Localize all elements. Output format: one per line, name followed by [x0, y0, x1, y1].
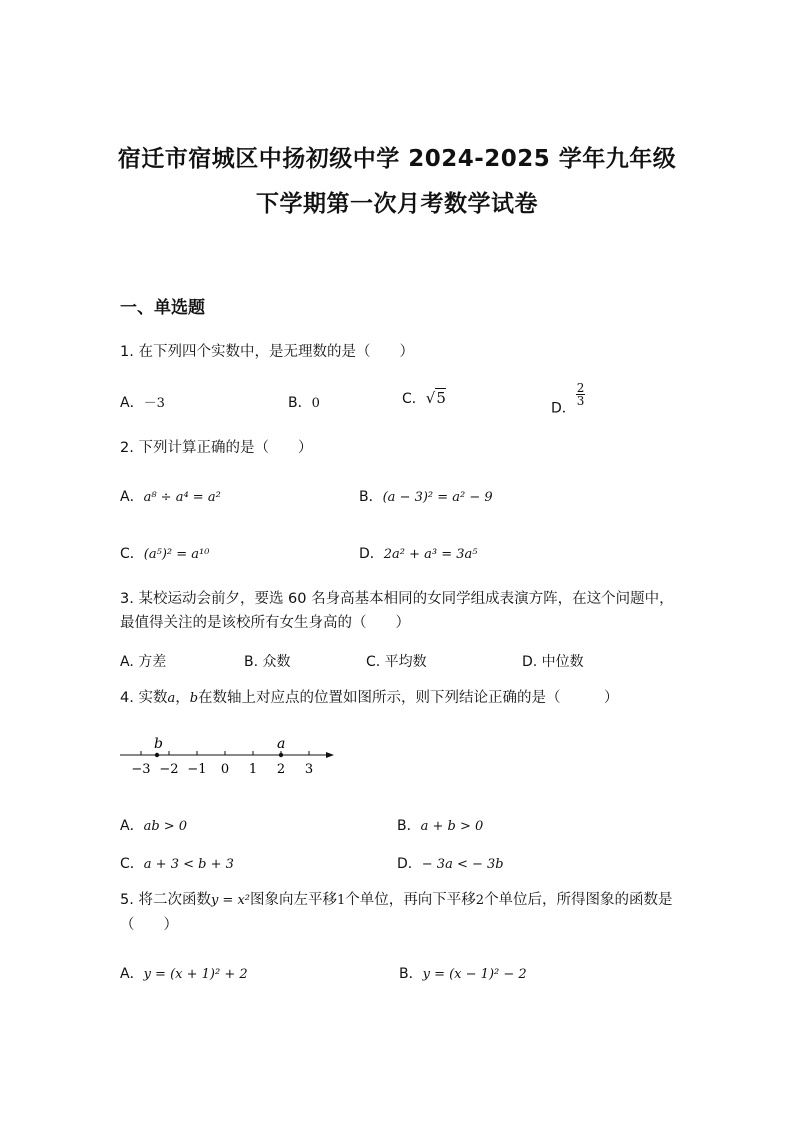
- q2-option-b[interactable]: [359, 486, 493, 506]
- stem-sep: ，: [175, 690, 190, 706]
- q2-option-a[interactable]: [120, 486, 221, 506]
- option-label: B．: [397, 818, 421, 834]
- option-label: B．: [359, 489, 383, 505]
- option-expression: y = (x − 1)² − 2: [422, 967, 527, 982]
- fraction: [576, 382, 586, 407]
- section-heading: 一、单选题: [120, 298, 205, 318]
- option-label: D．: [397, 856, 422, 872]
- option-expression: a⁸ ÷ a⁴ = a²: [143, 490, 221, 505]
- option-label: A．: [120, 489, 144, 505]
- option-expression: (a⁵)² = a¹⁰: [143, 547, 210, 562]
- option-label: D．: [551, 400, 576, 417]
- option-label: C．: [120, 546, 144, 562]
- stem-text: 图象向左平移: [250, 892, 337, 908]
- fraction-numerator: 2: [576, 381, 585, 395]
- number-line-figure: [118, 733, 348, 783]
- option-expression: ab > 0: [143, 819, 188, 834]
- tick-label: −1: [187, 762, 207, 777]
- shift-down-amount: 2: [475, 893, 485, 908]
- option-label: D．: [359, 546, 384, 562]
- q1-option-a[interactable]: [120, 392, 165, 412]
- q5-option-a[interactable]: [120, 963, 248, 983]
- option-expression: y = (x + 1)² + 2: [143, 967, 248, 982]
- option-expression: − 3a < − 3b: [421, 857, 504, 872]
- point-a: [279, 753, 283, 757]
- option-value: 0: [311, 396, 320, 411]
- option-value: －3: [143, 396, 165, 411]
- q3-option-c[interactable]: C. 平均数: [366, 654, 427, 670]
- function-expression: y = x²: [210, 893, 250, 908]
- option-expression: a + 3 < b + 3: [143, 857, 234, 872]
- option-label: A．: [120, 818, 144, 834]
- tick-label: −3: [131, 762, 151, 777]
- stem-text: 个单位后，所得图象的函数是（ ）: [120, 892, 673, 933]
- q4-option-c[interactable]: [120, 853, 234, 873]
- tick-label: 2: [276, 762, 286, 777]
- q2-option-c[interactable]: [120, 543, 209, 563]
- option-expression: (a − 3)² = a² − 9: [382, 490, 493, 505]
- question-2-stem: 2. 下列计算正确的是（ ）: [120, 440, 313, 456]
- q3-option-a[interactable]: A. 方差: [120, 654, 167, 670]
- option-expression: a + b > 0: [420, 819, 484, 834]
- option-label: C．: [120, 856, 144, 872]
- fraction-denominator: 3: [576, 394, 585, 408]
- option-label: B．: [399, 966, 423, 982]
- q1-option-b[interactable]: [288, 392, 320, 412]
- q1-option-d[interactable]: [551, 382, 585, 418]
- q1-option-c[interactable]: [402, 388, 446, 408]
- exam-title-line2: 下学期第一次月考数学试卷: [256, 191, 538, 217]
- q3-option-b[interactable]: B. 众数: [244, 654, 291, 670]
- option-label: B．: [288, 395, 312, 411]
- point-b: [155, 753, 159, 757]
- option-label: C．: [402, 391, 426, 407]
- q3-option-d[interactable]: D. 中位数: [522, 654, 584, 670]
- q5-option-b[interactable]: [399, 963, 527, 983]
- option-expression: 2a² + a³ = 3a⁵: [383, 547, 478, 562]
- question-1-stem: 1. 在下列四个实数中，是无理数的是（ ）: [120, 344, 414, 360]
- variable-a: a: [167, 691, 176, 706]
- point-b-label: b: [154, 736, 163, 752]
- stem-text: 在数轴上对应点的位置如图所示，则下列结论正确的是（ ）: [198, 690, 619, 706]
- sqrt-expression: √5: [425, 389, 446, 407]
- tick-label: 0: [220, 762, 230, 777]
- option-label: A．: [120, 395, 144, 411]
- point-a-label: a: [277, 736, 286, 752]
- question-5-stem: [120, 888, 680, 937]
- exam-title-line1: 宿迁市宿城区中扬初级中学 2024-2025 学年九年级: [117, 146, 677, 172]
- shift-left-amount: 1: [337, 893, 346, 908]
- q2-option-d[interactable]: [359, 543, 478, 563]
- radicand: 5: [436, 389, 446, 407]
- question-4-stem: [120, 686, 680, 711]
- tick-label: 1: [248, 762, 258, 777]
- q4-option-b[interactable]: [397, 815, 483, 835]
- question-3-stem: 3. 某校运动会前夕，要选 60 名身高基本相同的女同学组成表演方阵，在这个问题中，最值得关注的是该校所有女生身高的（ ）: [120, 591, 674, 631]
- q4-option-a[interactable]: [120, 815, 187, 835]
- stem-text: 5. 将二次函数: [120, 892, 211, 908]
- stem-text: 4. 实数: [120, 690, 168, 706]
- tick-label: −2: [159, 762, 179, 777]
- number-line-arrow: [326, 752, 334, 758]
- stem-text: 个单位，再向下平移: [345, 892, 476, 908]
- tick-label: 3: [304, 762, 314, 777]
- variable-b: b: [189, 691, 199, 706]
- q4-option-d[interactable]: [397, 853, 504, 873]
- option-label: A．: [120, 966, 144, 982]
